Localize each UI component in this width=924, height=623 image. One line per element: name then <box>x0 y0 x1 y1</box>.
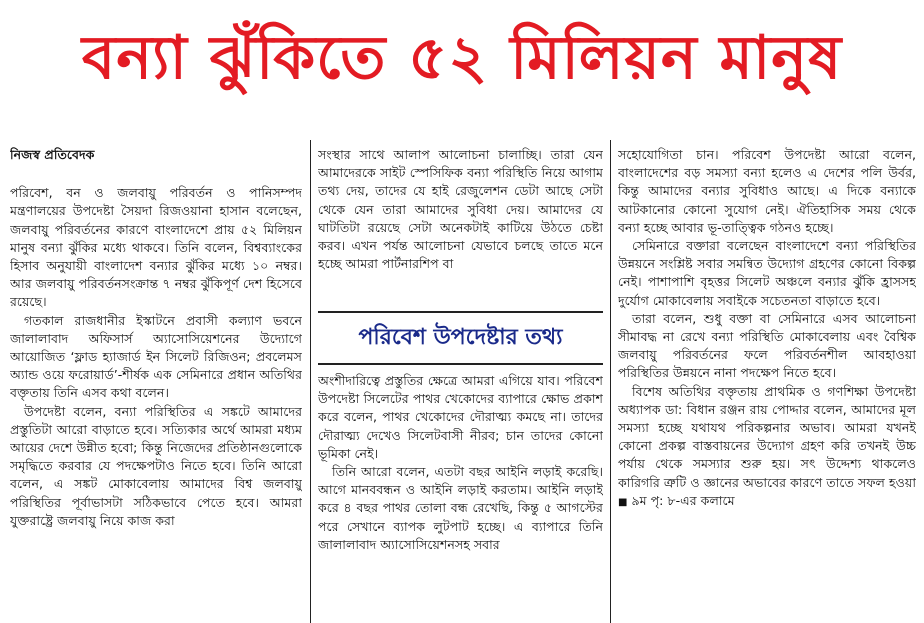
article-column-2-bottom <box>318 372 603 616</box>
subheading: পরিবেশ উপদেষ্টার তথ্য <box>358 324 563 350</box>
paragraph: তারা বলেন, শুধু বক্তা বা সেমিনারে এসব আলোচনা সীমাবদ্ধ না রেখে বন্যা পরিস্থিতি মোকাবেলায় এবং বৈশ্বিক জলবায়ু পরিবর্তনের ফলে পরিবর্তনশীল আবহাওয়া পরিস্থিতির উন্নয়নে নানা পদক্ষেপ নিতে হবে। <box>618 310 916 381</box>
paragraph: অংশীদারিত্বে প্রস্তুতির ক্ষেত্রে আমরা এগিয়ে যাব। পরিবেশ উপদেষ্টা সিলেটের পাথর খেকোদের ব্যাপারে ক্ষোভ প্রকাশ করে বলেন, পাথর খেকোদের দৌরাত্ম্য কমছে না। তাদের দৌরাত্ম্য দেখেও সিলেটবাসী নীরব; চান তাদের কোনো ভূমিকা নেই। <box>318 373 603 461</box>
paragraph: পরিবেশ, বন ও জলবায়ু পরিবর্তন ও পানিসম্পদ মন্ত্রণালয়ের উপদেষ্টা সৈয়দা রিজওয়ানা হাসান বলেছেন, জলবায়ু পরিবর্তনের কারণে বাংলাদেশে প্রায় ৫২ মিলিয়ন মানুষ বন্যা ঝুঁকির মধ্যে থাকবে। তিনি বলেন, বিশ্বব্যাংকের হিসাব অনুযায়ী বাংলাদেশ বন্যার ঝুঁকির মধ্যে ১০ নম্বর। আর জলবায়ু পরিবর্তনসংক্রান্ত ৭ নম্বর ঝুঁকিপূর্ণ দেশ হিসেবে রয়েছে। <box>10 185 302 310</box>
paragraph-text: বিশেষ অতিথির বক্তৃতায় প্রাথমিক ও গণশিক্ষা উপদেষ্টা অধ্যাপক ডা: বিধান রঞ্জন রায় পোদ্দার বলেন, আমাদের মূল সমস্যা হচ্ছে যথাযথ পরিকল্পনার অভাব। আমরা যখনই কোনো প্রকল্প বাস্তবায়নের উদ্যোগ গ্রহণ করি তখনই উচ্চ পর্যায় থেকে সমস্যার শুরু হয়। সৎ উদ্দেশ্য থাকলেও কারিগরি ত্রুটি ও জ্ঞানের অভাবের কারণে তাতে সফল হওয়া <box>618 383 916 490</box>
continued-note <box>618 493 735 508</box>
square-icon: ■ <box>618 496 628 508</box>
paragraph: সেমিনারে বক্তারা বলেছেন বাংলাদেশে বন্যা পরিস্থিতির উন্নয়নে সংশ্লিষ্ট সবার সমন্বিত উদ্যোগ গ্রহণের কোনো বিকল্প নেই। পাশাপাশি বৃহত্তর সিলেট অঞ্চলে বন্যার ঝুঁকি হ্রাসসহ দুর্যোগ মোকাবেলায় সবাইকে সচেতনতা বাড়াতে হবে। <box>618 238 916 308</box>
subheading-box <box>318 311 603 365</box>
paragraph: সহোযোগিতা চান। পরিবেশ উপদেষ্টা আরো বলেন, বাংলাদেশের বড় সমস্যা বন্যা হলেও এ দেশের পলি উর্বর, কিন্তু আমাদের বন্যার সুবিধাও আছে। এ দিকে বন্যাকে আটকানোর কোনো সুযোগ নেই। ঐতিহাসিক সময় থেকে বন্যা হচ্ছে আবার ভূ-তাত্ত্বিক গঠনও হচ্ছে। <box>618 147 916 235</box>
paragraph: গতকাল রাজধানীর ইস্কাটনে প্রবাসী কল্যাণ ভবনে জালালাবাদ অফিসার্স অ্যাসোসিয়েশনের উদ্যোগে আয়োজিত ‘ফ্লাড হ্যাজার্ড ইন সিলেট রিজিওন; প্রবলেমস অ্যান্ড ওয়ে ফরোয়ার্ড’-শীর্ষক এক সেমিনারে প্রধান অতিথির বক্তৃতায় তিনি এসব কথা বলেন। <box>10 312 302 401</box>
paragraph: সংস্থার সাথে আলাপ আলোচনা চালাচ্ছি। তারা যেন আমাদেরকে সাইট স্পেসিফিক বন্যা পরিস্থিতি নিয়ে আগাম তথ্য দেয়, তাদের যে হাই রেজুলেশন ডেটা আছে সেটা থেকে যেন তারা আমাদের সুবিধা দেয়। আমাদের যে ঘাটতিটা রয়েছে সেটা অনেকটাই কাটিয়ে উঠতে চেষ্টা করব। এখন পর্যন্ত আলোচনা যেভাবে চলছে তাতে মনে হচ্ছে আমরা পার্টনারশিপ বা <box>318 147 603 272</box>
column-divider <box>310 140 311 623</box>
article-column-3 <box>618 146 916 616</box>
paragraph <box>618 383 916 512</box>
byline: নিজস্ব প্রতিবেদক <box>10 147 95 162</box>
paragraph: তিনি আরো বলেন, এতটা বছর আইনি লড়াই করেছি। আগে মানববন্ধন ও আইনি লড়াই করতাম। আইনি লড়াই করে ৪ বছর পাথর তোলা বন্ধ রেখেছি, কিন্তু ৫ আগস্টের পরে সেখানে ব্যাপক লুটপাট হচ্ছে। এ ব্যাপারে তিনি জালালাবাদ অ্যাসোসিয়েশনসহ সবার <box>318 464 603 552</box>
headline: বন্যা ঝুঁকিতে ৫২ মিলিয়ন মানুষ <box>81 23 843 93</box>
paragraph: উপদেষ্টা বলেন, বন্যা পরিস্থিতির এ সঙ্কটে আমাদের প্রস্তুতিটা আরো বাড়াতে হবে। সত্যিকার অর্থে আমরা মধ্যম আয়ের দেশে উন্নীত হবো; কিন্তু নিজেদের প্রতিষ্ঠানগুলোকে সমৃদ্ধিতে করবার যে পদক্ষেপটাও নিতে হবে। তিনি আরো বলেন, এ সঙ্কট মোকাবেলায় আমাদের বিশ্ব জলবায়ু পরিস্থিতির পূর্বাভাসটা সঠিকভাবে পেতে হবে। আমরা যুক্তরাষ্ট্রে জলবায়ু নিয়ে কাজ করা <box>10 403 302 528</box>
article-column-1 <box>10 146 302 616</box>
article-column-2-top <box>318 146 603 309</box>
continued-text: ৯ম পৃ: ৮-এর কলামে <box>631 492 735 508</box>
column-divider <box>610 140 611 623</box>
